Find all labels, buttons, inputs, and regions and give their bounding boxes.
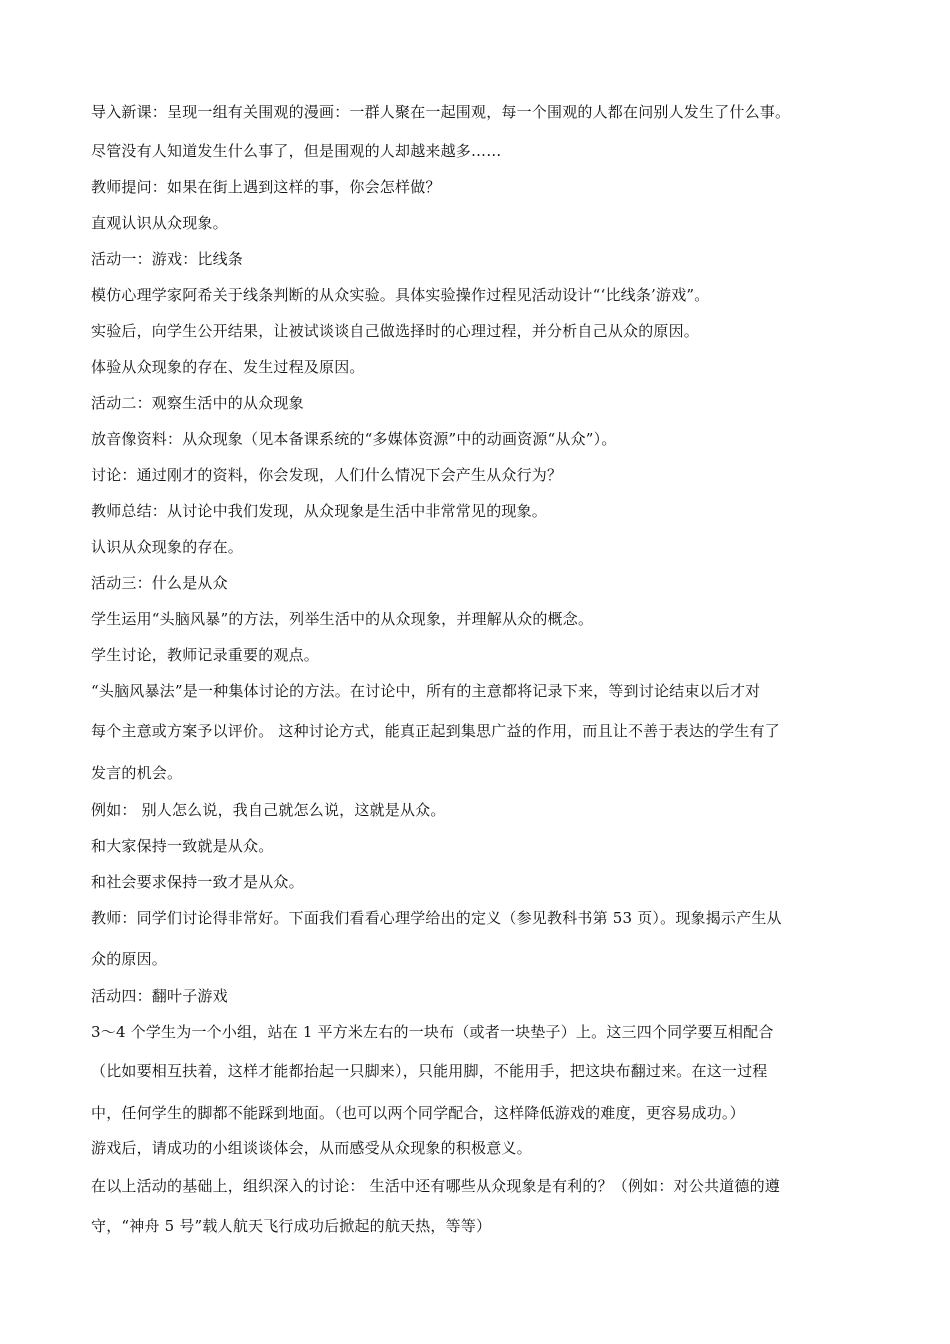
text-line: 认识从众现象的存在。 [91,538,244,556]
text-line: 3～4 个学生为一个小组，站在 1 平方米左右的一块布（或者一块垫子）上。这三四个同学要互相配合 [91,1023,774,1041]
text-line: 活动四：翻叶子游戏 [91,987,228,1005]
text-line: 讨论：通过刚才的资料，你会发现，人们什么情况下会产生从众行为？ [91,466,563,484]
text-line: 学生运用“头脑风暴”的方法，列举生活中的从众现象，并理解从众的概念。 [91,610,594,628]
text-line: 发言的机会。 [91,764,183,782]
text-line: 每个主意或方案予以评价。 这种讨论方式，能真正起到集思广益的作用，而且让不善于表达的学生有了 [91,722,780,740]
text-line: 教师：同学们讨论得非常好。下面我们看看心理学给出的定义（参见教科书第 53 页）。现象揭示产生从 [91,909,782,927]
text-line: 中，任何学生的脚都不能踩到地面。（也可以两个同学配合，这样降低游戏的难度，更容易成功。） [91,1104,745,1122]
text-line: 放音像资料：从众现象（见本备课系统的“多媒体资源”中的动画资源“从众”）。 [91,430,617,448]
text-line: 导入新课：呈现一组有关围观的漫画：一群人聚在一起围观，每一个围观的人都在问别人发生了什么事。 [91,103,791,121]
text-line: 尽管没有人知道发生什么事了，但是围观的人却越来越多…… [91,142,502,160]
text-line: 模仿心理学家阿希关于线条判断的从众实验。具体实验操作过程见活动设计“‘比线条’游戏”。 [91,286,710,304]
text-line: 游戏后，请成功的小组谈谈体会，从而感受从众现象的积极意义。 [91,1139,532,1157]
text-line: 和社会要求保持一致才是从众。 [91,873,304,891]
text-line: 直观认识从众现象。 [91,214,228,232]
text-line: （比如要相互扶着，这样才能都抬起一只脚来），只能用脚，不能用手，把这块布翻过来。在这一过程 [91,1062,768,1080]
text-line: 教师提问：如果在街上遇到这样的事，你会怎样做？ [91,178,441,196]
text-line: 体验从众现象的存在、发生过程及原因。 [91,358,365,376]
text-line: 众的原因。 [91,950,168,968]
text-line: “头脑风暴法”是一种集体讨论的方法。在讨论中，所有的主意都将记录下来，等到讨论结束以后才对 [91,682,761,700]
text-line: 学生讨论，教师记录重要的观点。 [91,646,320,664]
text-line: 活动三：什么是从众 [91,574,228,592]
text-line: 教师总结：从讨论中我们发现，从众现象是生活中非常常见的现象。 [91,502,548,520]
text-line: 守，“神舟 5 号”载人航天飞行成功后掀起的航天热，等等） [91,1217,492,1235]
text-line: 活动一：游戏：比线条 [91,250,244,268]
text-line: 和大家保持一致就是从众。 [91,837,274,855]
text-line: 在以上活动的基础上，组织深入的讨论： 生活中还有哪些从众现象是有利的？（例如：对公共道德的遵 [91,1177,780,1195]
text-line: 例如： 别人怎么说，我自己就怎么说，这就是从众。 [91,801,446,819]
text-line: 实验后，向学生公开结果，让被试谈谈自己做选择时的心理过程，并分析自己从众的原因。 [91,322,700,340]
text-line: 活动二：观察生活中的从众现象 [91,394,304,412]
